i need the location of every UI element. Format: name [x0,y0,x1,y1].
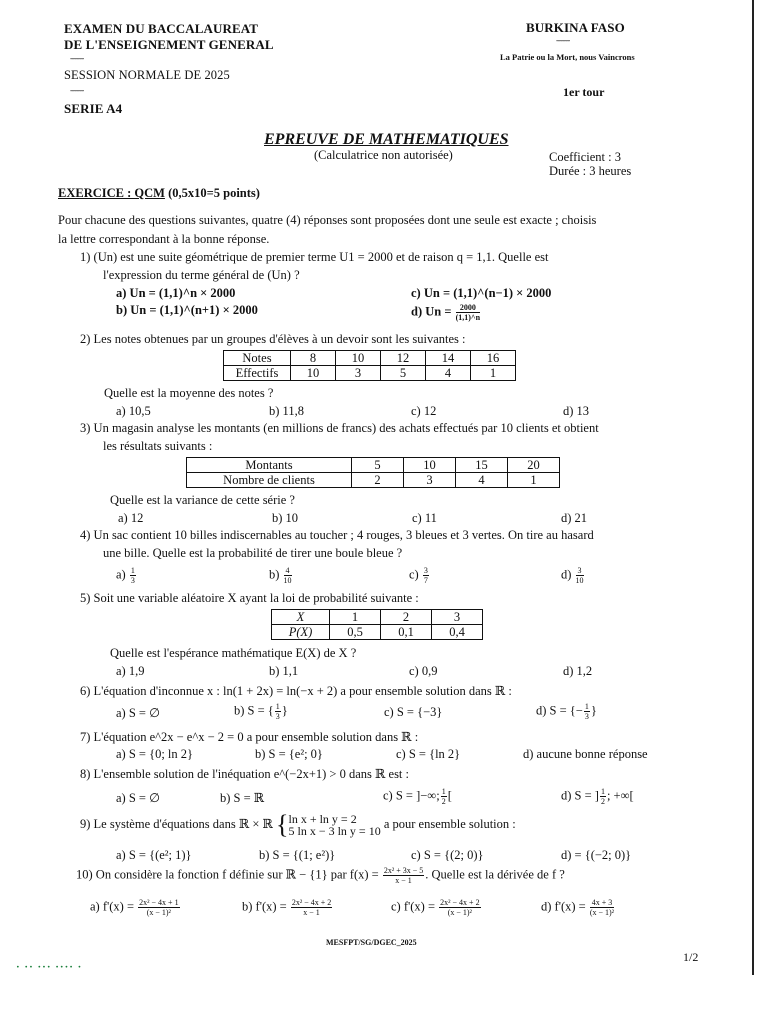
q7-choice-b: b) S = {e²; 0} [255,747,323,761]
table-row [272,625,483,640]
q4-choice-b [269,566,293,585]
q2-choice-c: c) 12 [411,404,437,418]
table-row [224,366,516,381]
exam-subject-title: EPREUVE DE MATHEMATIQUES [264,131,509,148]
table-cell: 12 [381,351,426,366]
q3-line1: 3) Un magasin analyse les montants (en millions de francs) des achats effectués par 10 clients et obtient [80,421,599,435]
q7-choice-a: a) S = {0; ln 2} [116,747,194,761]
q10-c-denominator: (x − 1)² [447,908,472,917]
exam-title-line1: EXAMEN DU BACCALAUREAT [64,21,259,36]
q2-question: Quelle est la moyenne des notes ? [104,386,274,400]
country-name: BURKINA FASO [526,20,625,35]
q6-b-numerator: 1 [275,702,280,711]
system-brace-icon: { [276,810,289,839]
q5-choice-d: d) 1,2 [563,664,593,678]
q4-b-fraction [284,566,292,585]
footer-logo: · ·· ··· ···· · [16,961,83,973]
q6-d-numerator: 1 [584,702,589,711]
q5-choice-c: c) 0,9 [409,664,438,678]
q10-a-fraction [138,898,179,917]
table-cell: Montants [187,458,352,473]
q1-line1: 1) (Un) est une suite géométrique de premier terme U1 = 2000 et de raison q = 1,1. Quelle est [80,250,549,264]
table-cell: 3 [336,366,381,381]
q5-line1: 5) Soit une variable aléatoire X ayant la loi de probabilité suivante : [80,591,419,605]
q9-eq2: 5 ln x − 3 ln y = 10 [288,824,381,838]
q10-b-denominator: x − 1 [303,908,320,917]
q10-f-denominator: x − 1 [395,876,412,885]
q4-d-label: d) [561,567,572,582]
q4-c-numerator: 3 [423,566,428,575]
q6-choice-a: a) S = ∅ [116,706,160,720]
session-label: SESSION NORMALE DE 2025 [64,68,230,82]
q4-d-numerator: 3 [577,566,582,575]
separator-dashes: -------- [70,54,84,63]
q4-choice-c [409,566,430,585]
table-cell: 4 [426,366,471,381]
q10-suffix: . Quelle est la dérivée de f ? [425,867,565,882]
table-cell: Nombre de clients [187,473,352,488]
q1-d-numerator: 2000 [456,303,480,313]
q10-d-numerator: 4x + 3 [591,898,613,907]
q8-c-denominator: 2 [441,797,446,806]
q4-a-fraction [130,566,136,585]
table-cell: 3 [404,473,456,488]
q6-choice-b [234,702,288,721]
q6-d-denominator: 3 [584,712,589,721]
national-motto: La Patrie ou la Mort, nous Vaincrons [500,52,635,62]
table-cell: 2 [352,473,404,488]
q4-a-numerator: 1 [130,566,135,575]
q1-choice-a: a) Un = (1,1)^n × 2000 [116,286,236,300]
coefficient-label: Coefficient : 3 [549,150,621,164]
q10-choice-a [90,898,181,917]
q4-choice-a [116,566,137,585]
q10-a-denominator: (x − 1)² [146,908,171,917]
table-cell: 4 [456,473,508,488]
table-cell: 2 [381,610,432,625]
exercise-title: EXERCICE : QCM [58,186,165,200]
q6-d-prefix: d) S = {− [536,703,583,718]
q8-choice-a: a) S = ∅ [116,791,160,805]
table-cell: 10 [291,366,336,381]
q6-d-fraction [584,702,590,721]
q10-c-numerator: 2x² − 4x + 2 [440,898,480,907]
q1-choice-d [411,303,481,322]
q8-d-fraction [600,787,606,806]
table-cell: 0,1 [381,625,432,640]
table-cell: 10 [404,458,456,473]
q8-choice-c [383,787,452,806]
q9-prefix: 9) Le système d'équations dans ℝ × ℝ [80,816,273,831]
q3-choice-a: a) 12 [118,511,144,525]
q7-choice-d: d) aucune bonne réponse [523,747,648,761]
q9-choice-b: b) S = {(1; e²)} [259,848,336,862]
q8-c-suffix: [ [447,788,452,803]
q10-a-prefix: a) f'(x) = [90,899,135,914]
table-row [187,458,560,473]
q3-choice-c: c) 11 [412,511,437,525]
q9-choice-a: a) S = {(e²; 1)} [116,848,192,862]
table-cell: 0,4 [432,625,483,640]
separator-dashes: -------- [70,86,84,95]
q6-b-denominator: 3 [275,712,280,721]
q4-c-fraction [423,566,429,585]
q4-b-denominator: 10 [283,576,292,585]
exercise-heading [58,186,260,201]
q2-choice-a: a) 10,5 [116,404,151,418]
q6-b-fraction [275,702,281,721]
q3-choice-b: b) 10 [272,511,299,525]
intro-line2: la lettre correspondant à la bonne réponse. [58,232,270,246]
q10-b-fraction [291,898,332,917]
table-cell: 0,5 [330,625,381,640]
q5-table [271,609,483,640]
table-cell: 1 [330,610,381,625]
q6-b-suffix: } [281,703,288,718]
separator-dashes: -------- [556,36,570,45]
q4-d-denominator: 10 [575,576,584,585]
q10-choice-d [541,898,615,917]
q10-choice-b [242,898,333,917]
serie-label: SERIE A4 [64,101,123,116]
q10-b-numerator: 2x² − 4x + 2 [291,898,332,907]
q9-eq1: ln x + ln y = 2 [288,812,357,826]
q10-d-fraction [590,898,614,917]
q3-table [186,457,560,488]
q10-c-prefix: c) f'(x) = [391,899,436,914]
q1-choice-c: c) Un = (1,1)^(n−1) × 2000 [411,286,552,300]
q5-question: Quelle est l'espérance mathématique E(X) de X ? [110,646,357,660]
q10-c-fraction [439,898,480,917]
q4-choice-d [561,566,585,585]
table-cell: 1 [471,366,516,381]
q4-a-label: a) [116,567,126,582]
q6-line1: 6) L'équation d'inconnue x : ln(1 + 2x) = ln(−x + 2) a pour ensemble solution dans ℝ : [80,684,512,698]
q10-line1 [76,866,565,885]
tour-label: 1er tour [563,85,605,99]
q8-c-prefix: c) S = ]−∞; [383,788,440,803]
q7-choice-c: c) S = {ln 2} [396,747,461,761]
q10-f-fraction [383,866,424,885]
q1-choice-b: b) Un = (1,1)^(n+1) × 2000 [116,303,258,317]
q3-choice-d: d) 21 [561,511,588,525]
q4-c-denominator: 7 [423,576,428,585]
table-cell: 5 [352,458,404,473]
q2-line1: 2) Les notes obtenues par un groupes d'élèves à un devoir sont les suivantes : [80,332,466,346]
q4-line1: 4) Un sac contient 10 billes indiscernables au toucher ; 4 rouges, 3 bleues et 3 vertes. On tire au hasard [80,528,594,542]
table-row [187,473,560,488]
q8-line1: 8) L'ensemble solution de l'inéquation e^(−2x+1) > 0 dans ℝ est : [80,767,409,781]
q1-d-denominator: (1,1)^n [455,313,481,322]
q8-choice-d [561,787,634,806]
table-row [272,610,483,625]
q9-system [289,813,381,837]
q1-d-prefix: d) Un = [411,304,452,319]
q5-choice-a: a) 1,9 [116,664,145,678]
table-cell: 16 [471,351,516,366]
q3-question: Quelle est la variance de cette série ? [110,493,295,507]
q10-d-prefix: d) f'(x) = [541,899,586,914]
q10-prefix: 10) On considère la fonction f définie sur ℝ − {1} par f(x) = [76,867,379,882]
q10-choice-c [391,898,482,917]
q4-c-label: c) [409,567,419,582]
q10-d-denominator: (x − 1)² [589,908,615,917]
table-cell: Effectifs [224,366,291,381]
table-cell: 14 [426,351,471,366]
q10-b-prefix: b) f'(x) = [242,899,287,914]
q3-line2: les résultats suivants : [103,439,213,453]
table-cell: 1 [508,473,560,488]
q8-d-numerator: 1 [600,787,605,796]
q8-c-numerator: 1 [441,787,446,796]
q4-line2: une bille. Quelle est la probabilité de tirer une boule bleue ? [103,546,403,560]
q4-b-numerator: 4 [285,566,290,575]
q9-choice-c: c) S = {(2; 0)} [411,848,484,862]
table-row [224,351,516,366]
page-right-edge [752,0,754,975]
table-cell: 20 [508,458,560,473]
q8-d-suffix: ; +∞[ [606,788,634,803]
q10-f-numerator: 2x² + 3x − 5 [383,866,424,875]
q2-choice-d: d) 13 [563,404,590,418]
q1-d-fraction [456,303,480,322]
q6-b-prefix: b) S = { [234,703,274,718]
table-cell: 10 [336,351,381,366]
q8-c-fraction [441,787,447,806]
intro-line1: Pour chacune des questions suivantes, quatre (4) réponses sont proposées dont une seule est exacte ; choisis [58,213,597,227]
table-cell: 15 [456,458,508,473]
q10-a-numerator: 2x² − 4x + 1 [139,898,179,907]
table-cell: P(X) [272,625,330,640]
table-cell: 8 [291,351,336,366]
calculator-note: (Calculatrice non autorisée) [314,148,453,162]
table-cell: Notes [224,351,291,366]
q9-line1 [80,810,516,839]
duration-label: Durée : 3 heures [549,164,632,178]
q9-choice-d: d) = {(−2; 0)} [561,848,632,862]
q7-line1: 7) L'équation e^2x − e^x − 2 = 0 a pour ensemble solution dans ℝ : [80,730,419,744]
q5-choice-b: b) 1,1 [269,664,299,678]
q4-b-label: b) [269,567,280,582]
q8-d-prefix: d) S = ] [561,788,599,803]
page-number: 1/2 [683,950,699,964]
q4-a-denominator: 3 [130,576,135,585]
q6-choice-d [536,702,597,721]
q8-choice-b: b) S = ℝ [220,791,265,805]
q4-d-fraction [576,566,584,585]
q6-choice-c: c) S = {−3} [384,705,443,719]
q1-line2: l'expression du terme général de (Un) ? [103,268,300,282]
q9-suffix: a pour ensemble solution : [383,816,516,831]
table-cell: X [272,610,330,625]
q6-d-suffix: } [590,703,597,718]
table-cell: 3 [432,610,483,625]
footer-code: MESFPT/SG/DGEC_2025 [326,938,417,947]
q8-d-denominator: 2 [600,797,605,806]
exercise-points: (0,5x10=5 points) [168,186,260,200]
q2-table [223,350,516,381]
table-cell: 5 [381,366,426,381]
q2-choice-b: b) 11,8 [269,404,304,418]
exam-title-line2: DE L'ENSEIGNEMENT GENERAL [64,37,274,52]
